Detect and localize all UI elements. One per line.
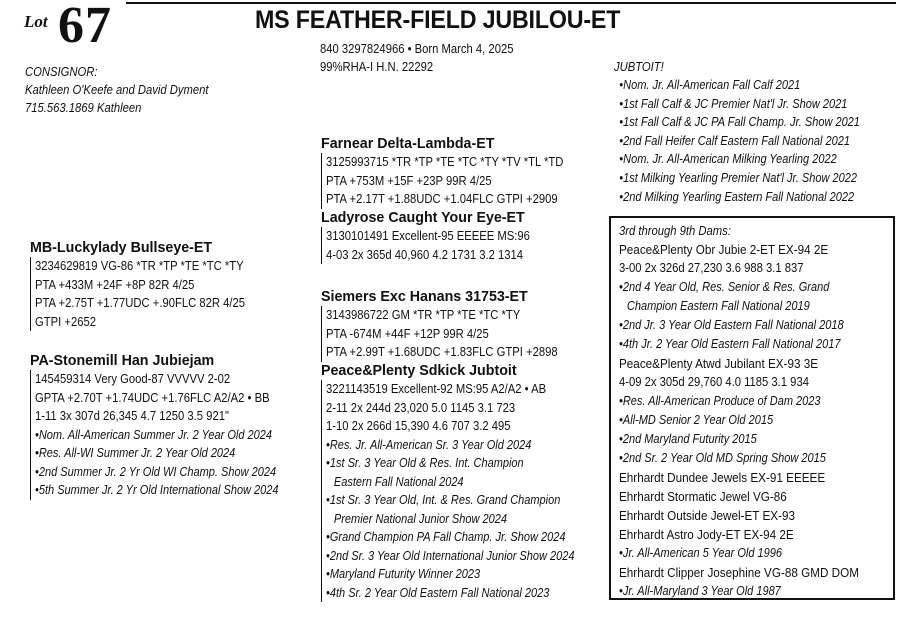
dam-achievement: •Res. All-WI Summer Jr. 2 Year Old 2024 bbox=[35, 446, 236, 460]
dam-dam-achievement: •2nd Sr. 3 Year Old International Junior Show 2024 bbox=[326, 548, 575, 563]
dam-sire-name: Siemers Exc Hanans 31753-ET bbox=[321, 288, 528, 305]
dam-dam-name: Peace&Plenty Sdkick Jubtoit bbox=[321, 362, 517, 379]
dams-block bbox=[619, 223, 886, 601]
dam-dam-block bbox=[321, 361, 608, 602]
dam-sire-details bbox=[321, 306, 583, 362]
fourth-dam-achievement: •2nd Maryland Futurity 2015 bbox=[619, 432, 757, 446]
dam-sire-line: PTA +2.99T +1.68UDC +1.83FLC GTPI +2898 bbox=[326, 345, 558, 359]
dam-dam-achievement: Premier National Junior Show 2024 bbox=[333, 511, 507, 526]
sire-sire-block bbox=[321, 134, 590, 209]
dam-dam-achievement: •1st Sr. 3 Year Old, Int. & Res. Grand Champion bbox=[326, 493, 561, 507]
ninth-dam-achievement: •Jr. All-Maryland 3 Year Old 1987 bbox=[619, 584, 781, 598]
dam-block bbox=[30, 351, 312, 500]
sire-line: PTA +2.75T +1.77UDC +.90FLC 82R 4/25 bbox=[35, 296, 246, 310]
jubtoit-achievement: •1st Fall Calf & JC PA Fall Champ. Jr. Show 2021 bbox=[619, 115, 860, 130]
sire-sire-line: PTA +753M +15F +23P 99R 4/25 bbox=[326, 173, 492, 188]
dam-dam-line: 1-10 2x 266d 15,390 4.6 707 3.2 495 bbox=[326, 419, 511, 433]
dam-line: 145459314 Very Good-87 VVVVV 2-02 bbox=[35, 372, 231, 386]
lot-number: 67 bbox=[58, 0, 112, 54]
animal-info bbox=[320, 40, 513, 76]
jubtoit-achievement: •1st Milking Yearling Premier Nat'l Jr. Show 2022 bbox=[619, 170, 857, 185]
sire-name: MB-Luckylady Bullseye-ET bbox=[30, 239, 213, 256]
eighth-dam-name: Ehrhardt Astro Jody-ET EX-94 2E bbox=[619, 527, 794, 542]
seventh-dam-name: Ehrhardt Outside Jewel-ET EX-93 bbox=[619, 508, 796, 523]
sire-block bbox=[30, 238, 268, 331]
sixth-dam-name: Ehrhardt Stormatic Jewel VG-86 bbox=[619, 489, 787, 504]
dam-achievement: •5th Summer Jr. 2 Yr Old International Show 2024 bbox=[35, 483, 279, 497]
sire-dam-line: 3130101491 Excellent-95 EEEEE MS:96 bbox=[326, 229, 530, 243]
dam-dam-achievement: •1st Sr. 3 Year Old & Res. Int. Champion bbox=[326, 456, 524, 470]
dam-dam-achievement: •Grand Champion PA Fall Champ. Jr. Show 2024 bbox=[326, 530, 566, 544]
registration-line: 840 3297824966 • Born March 4, 2025 bbox=[320, 42, 514, 56]
consignor-phone: 715.563.1869 Kathleen bbox=[25, 101, 142, 115]
lot-label: Lot bbox=[24, 12, 48, 31]
consignor-names: Kathleen O'Keefe and David Dyment bbox=[25, 83, 209, 97]
sire-dam-block bbox=[321, 208, 553, 264]
sire-line: PTA +433M +24F +8P 82R 4/25 bbox=[35, 277, 195, 292]
dam-dam-achievement: Eastern Fall National 2024 bbox=[333, 474, 464, 489]
dam-dam-line: 3221143519 Excellent-92 MS:95 A2/A2 • AB bbox=[326, 382, 547, 396]
animal-title: MS FEATHER-FIELD JUBILOU-ET bbox=[255, 6, 621, 34]
sire-sire-details bbox=[321, 153, 590, 209]
dam-details bbox=[30, 370, 312, 500]
dam-achievement: •Nom. All-American Summer Jr. 2 Year Old 2024 bbox=[35, 427, 272, 442]
jubtoit-heading: JUBTOIT! bbox=[614, 60, 664, 74]
sire-dam-name: Ladyrose Caught Your Eye-ET bbox=[321, 209, 525, 226]
dam-line: GPTA +2.70T +1.74UDC +1.76FLC A2/A2 • BB bbox=[35, 390, 270, 405]
third-dam-name: Peace&Plenty Obr Jubie 2-ET EX-94 2E bbox=[619, 242, 829, 257]
jubtoit-block bbox=[614, 58, 893, 206]
jubtoit-achievement: •2nd Fall Heifer Calf Eastern Fall National 2021 bbox=[619, 133, 850, 148]
fourth-dam-name: Peace&Plenty Atwd Jubilant EX-93 3E bbox=[619, 356, 819, 371]
dam-dam-achievement: •Res. Jr. All-American Sr. 3 Year Old 2024 bbox=[326, 437, 532, 452]
sire-sire-line: 3125993715 *TR *TP *TE *TC *TY *TV *TL *TD bbox=[326, 155, 564, 169]
jubtoit-achievement: •1st Fall Calf & JC Premier Nat'l Jr. Show 2021 bbox=[619, 96, 848, 111]
dam-sire-block bbox=[321, 287, 583, 362]
dam-dam-details bbox=[321, 380, 608, 602]
dam-dam-achievement: •Maryland Futurity Winner 2023 bbox=[326, 567, 481, 581]
consignor-block bbox=[25, 63, 209, 117]
dam-achievement: •2nd Summer Jr. 2 Yr Old WI Champ. Show 2024 bbox=[35, 464, 277, 479]
sire-dam-line: 4-03 2x 365d 40,960 4.2 1731 3.2 1314 bbox=[326, 247, 524, 262]
fourth-dam-achievement: •Res. All-American Produce of Dam 2023 bbox=[619, 394, 821, 408]
third-dam-achievement: •2nd Jr. 3 Year Old Eastern Fall National 2018 bbox=[619, 318, 844, 332]
dam-line: 1-11 3x 307d 26,345 4.7 1250 3.5 921" bbox=[35, 409, 229, 423]
dam-dam-achievement: •4th Sr. 2 Year Old Eastern Fall National 2023 bbox=[326, 585, 550, 600]
sire-line: GTPI +2652 bbox=[35, 314, 96, 329]
third-dam-achievement: Champion Eastern Fall National 2019 bbox=[626, 299, 810, 313]
dam-sire-line: PTA -674M +44F +12P 99R 4/25 bbox=[326, 326, 489, 341]
sire-details bbox=[30, 257, 268, 331]
sire-sire-line: PTA +2.17T +1.88UDC +1.04FLC GTPI +2909 bbox=[326, 192, 558, 206]
third-dam-achievement: •2nd 4 Year Old, Res. Senior & Res. Grand bbox=[619, 280, 830, 294]
fourth-dam-achievement: •2nd Sr. 2 Year Old MD Spring Show 2015 bbox=[619, 451, 826, 465]
fourth-dam-record: 4-09 2x 305d 29,760 4.0 1185 3.1 934 bbox=[619, 375, 809, 389]
sire-line: 3234629819 VG-86 *TR *TP *TE *TC *TY bbox=[35, 259, 244, 273]
sire-sire-name: Farnear Delta-Lambda-ET bbox=[321, 135, 495, 152]
sire-dam-details bbox=[321, 227, 553, 264]
fifth-dam-name: Ehrhardt Dundee Jewels EX-91 EEEEE bbox=[619, 470, 826, 485]
ninth-dam-name: Ehrhardt Clipper Josephine VG-88 GMD DOM bbox=[619, 565, 859, 580]
consignor-label: CONSIGNOR: bbox=[25, 65, 98, 79]
header-rule bbox=[126, 2, 896, 4]
jubtoit-achievement: •2nd Milking Yearling Eastern Fall National 2022 bbox=[619, 189, 855, 204]
dam-sire-line: 3143986722 GM *TR *TP *TE *TC *TY bbox=[326, 308, 521, 322]
dam-name: PA-Stonemill Han Jubiejam bbox=[30, 352, 215, 369]
dam-dam-line: 2-11 2x 244d 23,020 5.0 1145 3.1 723 bbox=[326, 400, 516, 415]
third-dam-record: 3-00 2x 326d 27,230 3.6 988 3.1 837 bbox=[619, 261, 804, 275]
fourth-dam-achievement: •All-MD Senior 2 Year Old 2015 bbox=[619, 413, 774, 427]
dams-heading: 3rd through 9th Dams: bbox=[619, 224, 731, 238]
eighth-dam-achievement: •Jr. All-American 5 Year Old 1996 bbox=[619, 546, 783, 560]
breed-line: 99%RHA-I H.N. 22292 bbox=[320, 60, 434, 74]
third-dam-achievement: •4th Jr. 2 Year Old Eastern Fall National 2017 bbox=[619, 337, 841, 351]
jubtoit-achievement: •Nom. Jr. All-American Fall Calf 2021 bbox=[619, 78, 801, 92]
jubtoit-achievement: •Nom. Jr. All-American Milking Yearling 2022 bbox=[619, 152, 837, 167]
